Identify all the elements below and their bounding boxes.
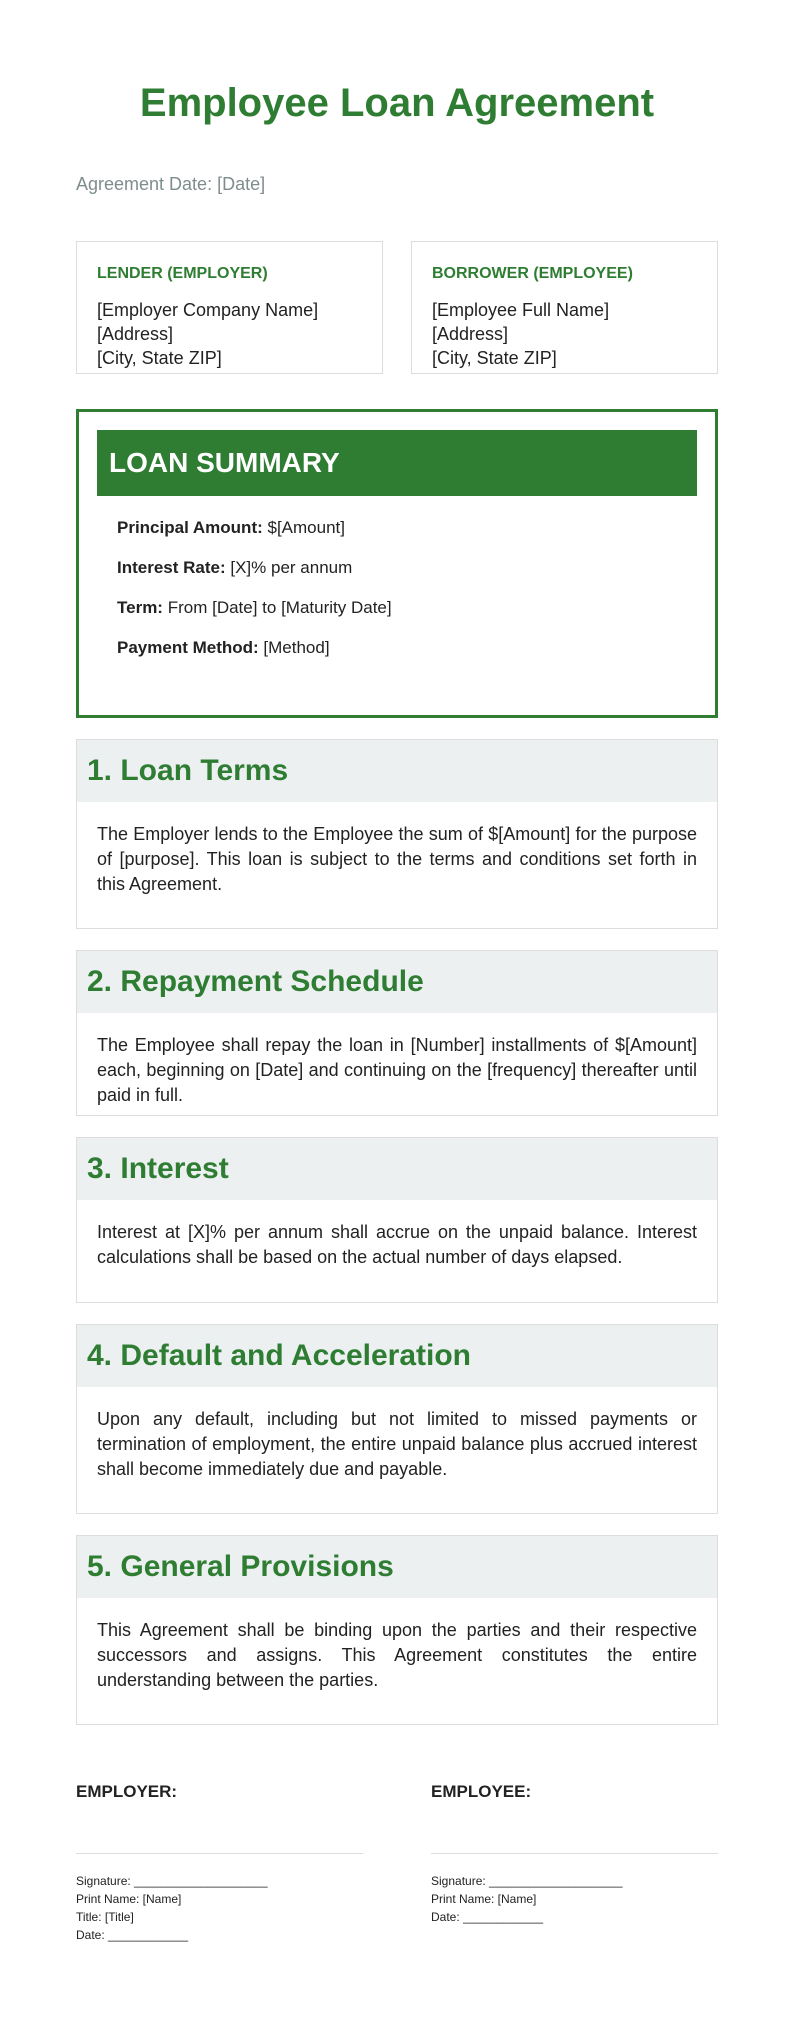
summary-item-label: Payment Method: xyxy=(117,638,259,657)
employee-print-name: Print Name: [Name] xyxy=(431,1892,537,1906)
section-body: The Employee shall repay the loan in [Number] installments of $[Amount] each, beginning on [Date] and continuing on the [frequency] thereafter until paid in full. xyxy=(97,1035,697,1105)
loan-summary-heading: LOAN SUMMARY xyxy=(97,430,697,496)
summary-item-label: Interest Rate: xyxy=(117,558,226,577)
section-interest xyxy=(76,1137,718,1303)
employer-signature-fields xyxy=(76,1872,363,1944)
employee-signature xyxy=(431,1781,718,1944)
summary-interest-rate xyxy=(117,558,697,598)
parties-row xyxy=(76,241,718,374)
summary-item-value: $[Amount] xyxy=(262,518,345,537)
summary-item-label: Principal Amount: xyxy=(117,518,263,537)
section-body: This Agreement shall be binding upon the parties and their respective successors and assigns. This Agreement constitutes the entire understanding between the parties. xyxy=(97,1620,697,1690)
employer-print-name: Print Name: [Name] xyxy=(76,1892,182,1906)
employee-signature-fields xyxy=(431,1872,718,1926)
agreement-date: Agreement Date: [Date] xyxy=(76,174,266,194)
summary-item-value: [X]% per annum xyxy=(225,558,353,577)
borrower-heading: BORROWER (EMPLOYEE) xyxy=(432,265,633,282)
employee-signature-field: Signature: ____________________ xyxy=(431,1874,623,1888)
section-general-provisions xyxy=(76,1535,718,1725)
borrower-details xyxy=(432,298,697,370)
loan-summary-items xyxy=(97,496,697,678)
employee-signature-heading: EMPLOYEE: xyxy=(431,1782,532,1801)
employer-signature-heading: EMPLOYER: xyxy=(76,1782,178,1801)
section-body: The Employer lends to the Employee the sum of $[Amount] for the purpose of [purpose]. This loan is subject to the terms and conditions set forth in this Agreement. xyxy=(97,824,697,894)
borrower-city-state-zip: [City, State ZIP] xyxy=(432,348,557,368)
employer-signature-field: Signature: ____________________ xyxy=(76,1874,268,1888)
section-heading: 2. Repayment Schedule xyxy=(77,951,717,1013)
summary-item-value: From [Date] to [Maturity Date] xyxy=(162,598,392,617)
lender-company-name: [Employer Company Name] xyxy=(97,300,319,320)
summary-payment-method xyxy=(117,638,697,678)
borrower-address: [Address] xyxy=(432,324,509,344)
summary-item-label: Term: xyxy=(117,598,163,617)
summary-principal-amount xyxy=(117,518,697,558)
employee-date: Date: ____________ xyxy=(431,1910,544,1924)
signature-block xyxy=(76,1781,718,1944)
lender-box xyxy=(76,241,383,374)
borrower-box xyxy=(411,241,718,374)
section-body: Upon any default, including but not limited to missed payments or termination of employment, the entire unpaid balance plus accrued interest shall become immediately due and payable. xyxy=(97,1409,697,1479)
lender-details xyxy=(97,298,362,370)
section-loan-terms xyxy=(76,739,718,929)
lender-heading: LENDER (EMPLOYER) xyxy=(97,265,268,282)
section-heading: 5. General Provisions xyxy=(77,1536,717,1598)
lender-city-state-zip: [City, State ZIP] xyxy=(97,348,222,368)
employer-date: Date: ____________ xyxy=(76,1928,189,1942)
section-heading: 4. Default and Acceleration xyxy=(77,1325,717,1387)
section-default-acceleration xyxy=(76,1324,718,1514)
signature-divider xyxy=(431,1853,718,1854)
section-repayment-schedule xyxy=(76,950,718,1116)
loan-summary-box xyxy=(76,409,718,718)
lender-address: [Address] xyxy=(97,324,174,344)
borrower-full-name: [Employee Full Name] xyxy=(432,300,610,320)
signature-divider xyxy=(76,1853,363,1854)
section-heading: 1. Loan Terms xyxy=(77,740,717,802)
summary-term xyxy=(117,598,697,638)
section-heading: 3. Interest xyxy=(77,1138,717,1200)
document-title: Employee Loan Agreement xyxy=(139,81,655,125)
employer-signature xyxy=(76,1781,363,1944)
summary-item-value: [Method] xyxy=(258,638,330,657)
employer-title: Title: [Title] xyxy=(76,1910,134,1924)
section-body: Interest at [X]% per annum shall accrue on the unpaid balance. Interest calculations shall be based on the actual number of days elapsed. xyxy=(97,1222,697,1267)
